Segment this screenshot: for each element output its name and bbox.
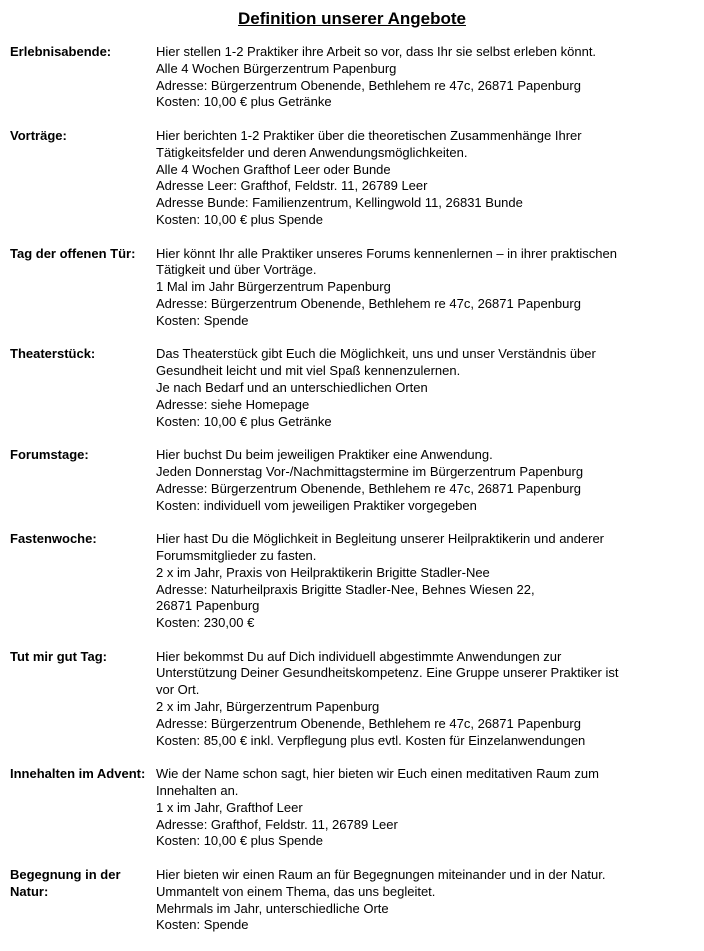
offer-description-line: Adresse: Bürgerzentrum Obenende, Bethlehem re 47c, 26871 Papenburg — [156, 715, 581, 731]
offer-description — [156, 346, 696, 430]
offer-description-line: 2 x im Jahr, Bürgerzentrum Papenburg — [156, 699, 380, 715]
offer-description-line: Je nach Bedarf und an unterschiedlichen Orten — [156, 379, 428, 395]
offer-entry — [10, 246, 696, 330]
offer-description-line: Adresse Bunde: Familienzentrum, Kellingwold 11, 26831 Bunde — [156, 195, 523, 211]
offer-description-line: Tätigkeit und über Vorträge. — [156, 262, 317, 278]
offer-description — [156, 128, 696, 229]
offer-description-line: Kosten: 85,00 € inkl. Verpflegung plus evtl. Kosten für Einzelanwendungen — [156, 732, 586, 748]
offer-description-line: Kosten: 230,00 € — [156, 615, 255, 631]
offer-description-line: Adresse: Naturheilpraxis Brigitte Stadler-Nee, Behnes Wiesen 22, — [156, 581, 535, 597]
offer-term: Vorträge: — [10, 127, 67, 143]
offer-description-line: Kosten: 10,00 € plus Getränke — [156, 413, 332, 429]
offer-description-line: Adresse: Bürgerzentrum Obenende, Bethlehem re 47c, 26871 Papenburg — [156, 480, 581, 496]
offer-entry — [10, 346, 696, 430]
offer-entry — [10, 867, 696, 934]
offer-description-line: Hier bieten wir einen Raum an für Begegnungen miteinander und in der Natur. — [156, 867, 606, 883]
offer-entry — [10, 128, 696, 229]
offer-description-line: 1 Mal im Jahr Bürgerzentrum Papenburg — [156, 279, 391, 295]
offer-description-line: Tätigkeitsfelder und deren Anwendungsmöglichkeiten. — [156, 144, 468, 160]
offer-description-line: Jeden Donnerstag Vor-/Nachmittagstermine im Bürgerzentrum Papenburg — [156, 463, 584, 479]
offer-description-line: Hier hast Du die Möglichkeit in Begleitung unserer Heilpraktikerin und anderer — [156, 531, 605, 547]
offer-description-line: Hier berichten 1-2 Praktiker über die theoretischen Zusammenhänge Ihrer — [156, 127, 582, 143]
offer-description-line: Adresse Leer: Grafthof, Feldstr. 11, 26789 Leer — [156, 178, 428, 194]
offer-description-line: Gesundheit leicht und mit viel Spaß kennenzulernen. — [156, 363, 461, 379]
offer-description-line: Kosten: Spende — [156, 312, 249, 328]
offer-term: Begegnung in der Natur: — [10, 867, 121, 899]
offer-description-line: Innehalten an. — [156, 783, 239, 799]
offer-term: Innehalten im Advent: — [10, 766, 146, 782]
offer-description-line: Hier buchst Du beim jeweiligen Praktiker eine Anwendung. — [156, 447, 493, 463]
offer-description-line: 26871 Papenburg — [156, 598, 260, 614]
offer-description-line: Kosten: 10,00 € plus Getränke — [156, 94, 332, 110]
offer-description-line: Hier könnt Ihr alle Praktiker unseres Forums kennenlernen – in ihrer praktischen — [156, 245, 617, 261]
offer-description-line: Kosten: 10,00 € plus Spende — [156, 211, 323, 227]
page-title: Definition unserer Angebote — [238, 9, 466, 28]
offer-description-line: 2 x im Jahr, Praxis von Heilpraktikerin Brigitte Stadler-Nee — [156, 564, 490, 580]
offer-description-line: Alle 4 Wochen Grafthof Leer oder Bunde — [156, 161, 391, 177]
offer-description-line: Das Theaterstück gibt Euch die Möglichkeit, uns und unser Verständnis über — [156, 346, 596, 362]
offer-entry — [10, 531, 696, 632]
offer-definition-list — [10, 44, 696, 951]
offer-entry — [10, 447, 696, 514]
offer-description-line: Mehrmals im Jahr, unterschiedliche Orte — [156, 900, 389, 916]
offer-description-line: Hier bekommst Du auf Dich individuell abgestimmte Anwendungen zur — [156, 648, 562, 664]
offer-term: Tut mir gut Tag: — [10, 648, 107, 664]
offer-term: Forumstage: — [10, 447, 89, 463]
offer-entry — [10, 649, 696, 750]
offer-description — [156, 531, 696, 632]
offer-entry — [10, 766, 696, 850]
offer-term: Fastenwoche: — [10, 531, 97, 547]
offer-term: Tag der offenen Tür: — [10, 245, 136, 261]
offer-entry — [10, 44, 696, 111]
offer-description-line: Ummantelt von einem Thema, das uns begleitet. — [156, 883, 436, 899]
offer-description — [156, 44, 696, 111]
offer-description — [156, 867, 696, 934]
offer-term: Theaterstück: — [10, 346, 96, 362]
offer-description-line: Wie der Name schon sagt, hier bieten wir Euch einen meditativen Raum zum — [156, 766, 599, 782]
offer-description — [156, 766, 696, 850]
offer-description-line: Adresse: Bürgerzentrum Obenende, Bethlehem re 47c, 26871 Papenburg — [156, 295, 581, 311]
offer-description-line: Adresse: Bürgerzentrum Obenende, Bethlehem re 47c, 26871 Papenburg — [156, 77, 581, 93]
offer-description-line: Adresse: Grafthof, Feldstr. 11, 26789 Leer — [156, 816, 398, 832]
offer-description-line: Forumsmitglieder zu fasten. — [156, 547, 317, 563]
offer-description-line: 1 x im Jahr, Grafthof Leer — [156, 799, 303, 815]
offer-description-line: Kosten: 10,00 € plus Spende — [156, 833, 323, 849]
offer-description-line: Alle 4 Wochen Bürgerzentrum Papenburg — [156, 60, 397, 76]
offer-description-line: Unterstützung Deiner Gesundheitskompetenz. Eine Gruppe unserer Praktiker ist — [156, 665, 619, 681]
offer-term: Erlebnisabende: — [10, 44, 112, 59]
offer-description — [156, 649, 696, 750]
offer-description-line: Kosten: Spende — [156, 917, 249, 933]
offer-description-line: Kosten: individuell vom jeweiligen Praktiker vorgegeben — [156, 497, 477, 513]
offer-description — [156, 447, 696, 514]
offer-description — [156, 246, 696, 330]
offer-description-line: Hier stellen 1-2 Praktiker ihre Arbeit so vor, dass Ihr sie selbst erleben könnt. — [156, 44, 597, 59]
offer-description-line: Adresse: siehe Homepage — [156, 396, 310, 412]
offer-description-line: vor Ort. — [156, 682, 200, 698]
